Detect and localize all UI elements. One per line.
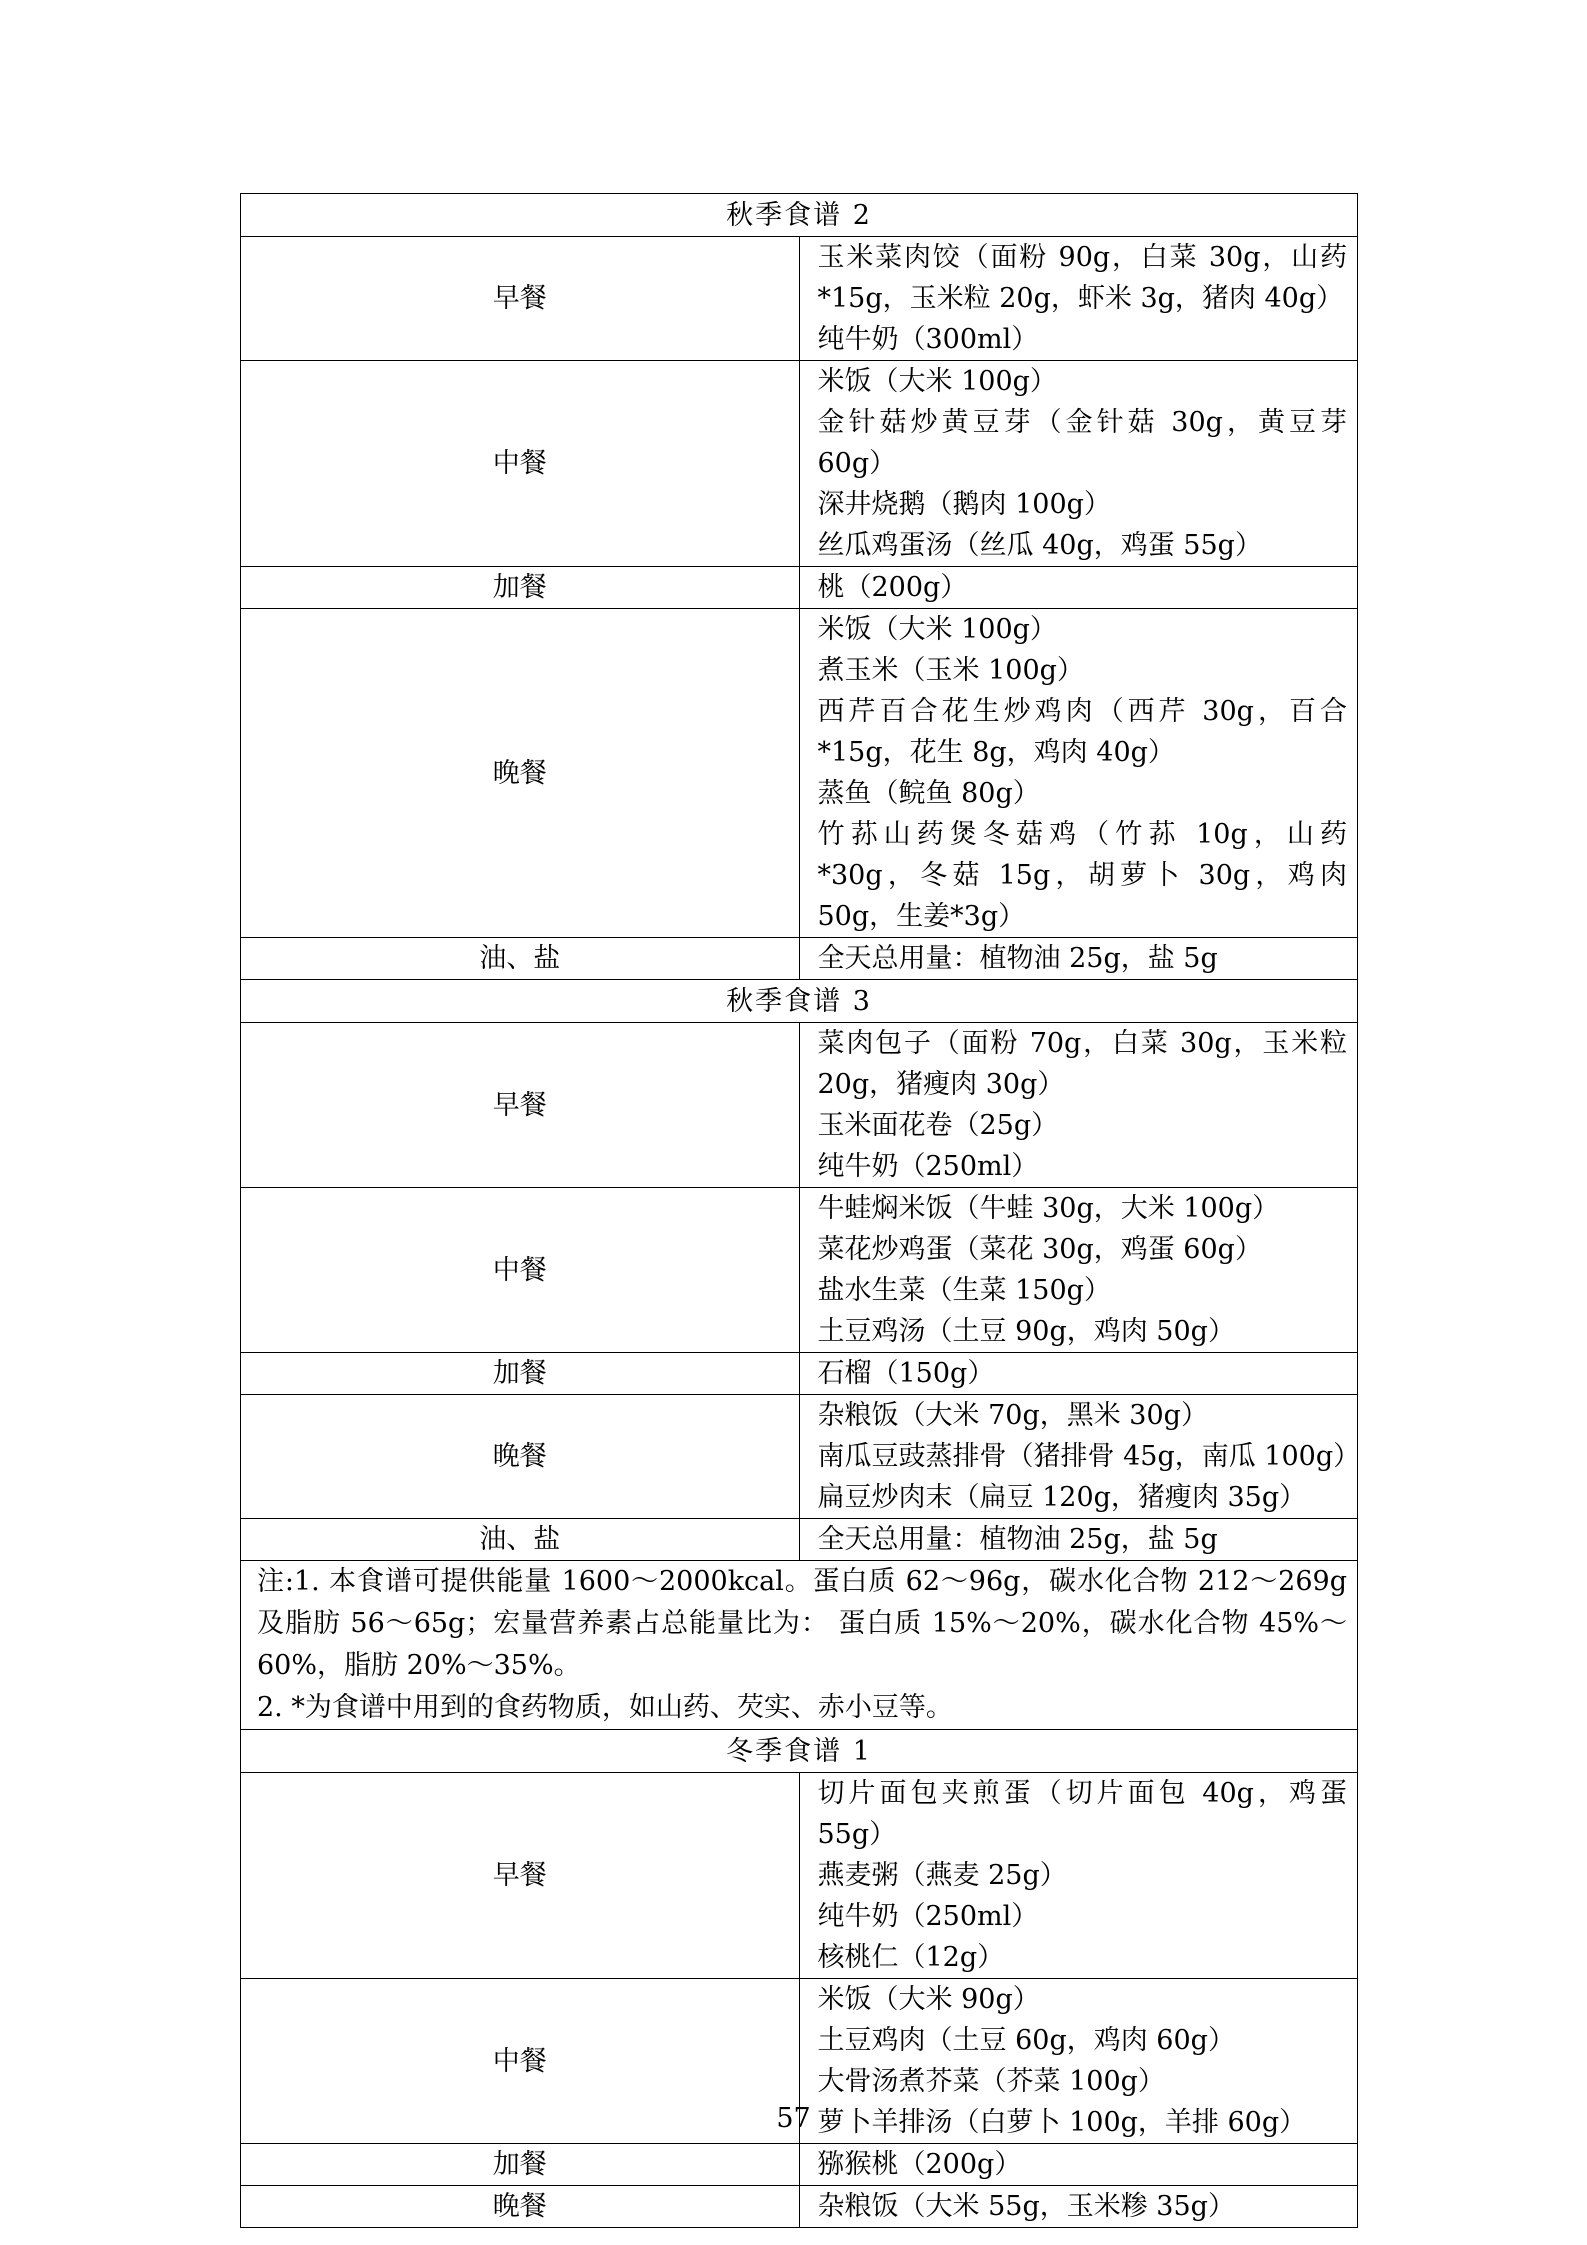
meal-name: 加餐 — [241, 567, 800, 609]
meal-items — [799, 567, 1358, 609]
meal-row — [241, 1188, 1358, 1353]
meal-row — [241, 2186, 1358, 2228]
section-title-row — [241, 1730, 1358, 1773]
meal-row — [241, 237, 1358, 361]
meal-row — [241, 361, 1358, 567]
meal-item: 全天总用量：植物油 25g，盐 5g — [817, 943, 1218, 974]
section-title-row — [241, 194, 1358, 237]
note-row — [241, 1561, 1358, 1730]
meal-item: 米饭（大米 100g） — [817, 366, 1057, 397]
meal-name: 中餐 — [241, 1188, 800, 1353]
meal-items — [799, 1353, 1358, 1395]
meal-items — [799, 609, 1358, 938]
meal-row — [241, 1023, 1358, 1188]
meal-item: 萝卜羊排汤（白萝卜 100g，羊排 60g） — [817, 2107, 1307, 2138]
meal-name: 加餐 — [241, 1353, 800, 1395]
section-title: 秋季食谱 3 — [241, 980, 1358, 1023]
meal-item: 燕麦粥（燕麦 25g） — [817, 1860, 1067, 1891]
meal-item: 米饭（大米 90g） — [817, 1984, 1040, 2015]
meal-items — [799, 1773, 1358, 1979]
page-number: 57 — [776, 2103, 811, 2134]
meal-name: 油、盐 — [241, 1519, 800, 1561]
meal-name: 中餐 — [241, 1979, 800, 2144]
meal-item: 西芹百合花生炒鸡肉（西芹 30g，百合*15g，花生 8g，鸡肉 40g） — [817, 696, 1347, 768]
meal-row — [241, 1353, 1358, 1395]
meal-items — [799, 1188, 1358, 1353]
meal-items — [799, 1395, 1361, 1519]
recipe-table — [240, 193, 1361, 2228]
meal-row — [241, 1773, 1358, 1979]
meal-name: 加餐 — [241, 2144, 800, 2186]
meal-row — [241, 609, 1358, 938]
meal-row — [241, 938, 1358, 980]
meal-row — [241, 1395, 1358, 1519]
meal-item: 纯牛奶（250ml） — [817, 1151, 1039, 1182]
meal-item: 盐水生菜（生菜 150g） — [817, 1275, 1111, 1306]
meal-item: 桃（200g） — [817, 572, 968, 603]
note-line: 注:1. 本食谱可提供能量 1600～2000kcal。蛋白质 62～96g，碳水化合物 212～269g 及脂肪 56～65g；宏量营养素占总能量比为： 蛋白质 15%～20%，碳水化合物 45%～60%，脂肪 20%～35%。 — [257, 1566, 1347, 1681]
meal-items — [799, 1519, 1358, 1561]
meal-item: 竹荪山药煲冬菇鸡（竹荪 10g，山药*30g，冬菇 15g，胡萝卜 30g，鸡肉 50g，生姜*3g） — [817, 819, 1347, 932]
meal-name: 早餐 — [241, 237, 800, 361]
meal-items — [799, 237, 1358, 361]
meal-item: 石榴（150g） — [817, 1358, 995, 1389]
section-title: 秋季食谱 2 — [241, 194, 1358, 237]
meal-item: 扁豆炒肉末（扁豆 120g，猪瘦肉 35g） — [817, 1482, 1307, 1513]
meal-name: 晚餐 — [241, 609, 800, 938]
meal-item: 杂粮饭（大米 55g，玉米糁 35g） — [817, 2191, 1235, 2222]
meal-row — [241, 567, 1358, 609]
meal-name: 油、盐 — [241, 938, 800, 980]
note-line: 2. *为食谱中用到的食药物质，如山药、芡实、赤小豆等。 — [257, 1692, 953, 1723]
meal-items — [799, 2144, 1358, 2186]
meal-item: 菜肉包子（面粉 70g，白菜 30g，玉米粒 20g，猪瘦肉 30g） — [817, 1028, 1347, 1100]
section-title-row — [241, 980, 1358, 1023]
meal-item: 杂粮饭（大米 70g，黑米 30g） — [817, 1400, 1208, 1431]
meal-item: 土豆鸡肉（土豆 60g，鸡肉 60g） — [817, 2025, 1235, 2056]
meal-item: 土豆鸡汤（土豆 90g，鸡肉 50g） — [817, 1316, 1235, 1347]
meal-name: 早餐 — [241, 1773, 800, 1979]
meal-item: 深井烧鹅（鹅肉 100g） — [817, 489, 1111, 520]
meal-item: 猕猴桃（200g） — [817, 2149, 1022, 2180]
meal-item: 全天总用量：植物油 25g，盐 5g — [817, 1524, 1218, 1555]
meal-item: 核桃仁（12g） — [817, 1942, 1005, 1973]
meal-item: 米饭（大米 100g） — [817, 614, 1057, 645]
meal-row — [241, 1519, 1358, 1561]
meal-name: 晚餐 — [241, 2186, 800, 2228]
meal-name: 中餐 — [241, 361, 800, 567]
meal-row — [241, 2144, 1358, 2186]
meal-item: 大骨汤煮芥菜（芥菜 100g） — [817, 2066, 1165, 2097]
meal-item: 煮玉米（玉米 100g） — [817, 655, 1084, 686]
meal-item: 玉米面花卷（25g） — [817, 1110, 1059, 1141]
section-title: 冬季食谱 1 — [241, 1730, 1358, 1773]
meal-item: 菜花炒鸡蛋（菜花 30g，鸡蛋 60g） — [817, 1234, 1262, 1265]
meal-item: 南瓜豆豉蒸排骨（猪排骨 45g，南瓜 100g） — [817, 1441, 1361, 1472]
meal-name: 晚餐 — [241, 1395, 800, 1519]
meal-item: 纯牛奶（300ml） — [817, 324, 1039, 355]
meal-item: 金针菇炒黄豆芽（金针菇 30g，黄豆芽 60g） — [817, 407, 1347, 479]
meal-item: 蒸鱼（鲩鱼 80g） — [817, 778, 1040, 809]
meal-items — [799, 2186, 1358, 2228]
meal-item: 牛蛙焖米饭（牛蛙 30g，大米 100g） — [817, 1193, 1280, 1224]
meal-items — [799, 1023, 1358, 1188]
meal-items — [799, 361, 1358, 567]
meal-item: 切片面包夹煎蛋（切片面包 40g，鸡蛋 55g） — [817, 1778, 1347, 1850]
meal-name: 早餐 — [241, 1023, 800, 1188]
meal-item: 玉米菜肉饺（面粉 90g，白菜 30g，山药*15g，玉米粒 20g，虾米 3g，猪肉 40g） — [817, 242, 1347, 314]
meal-item: 丝瓜鸡蛋汤（丝瓜 40g，鸡蛋 55g） — [817, 530, 1262, 561]
meal-item: 纯牛奶（250ml） — [817, 1901, 1039, 1932]
meal-items — [799, 938, 1358, 980]
recipe-note — [241, 1561, 1358, 1730]
